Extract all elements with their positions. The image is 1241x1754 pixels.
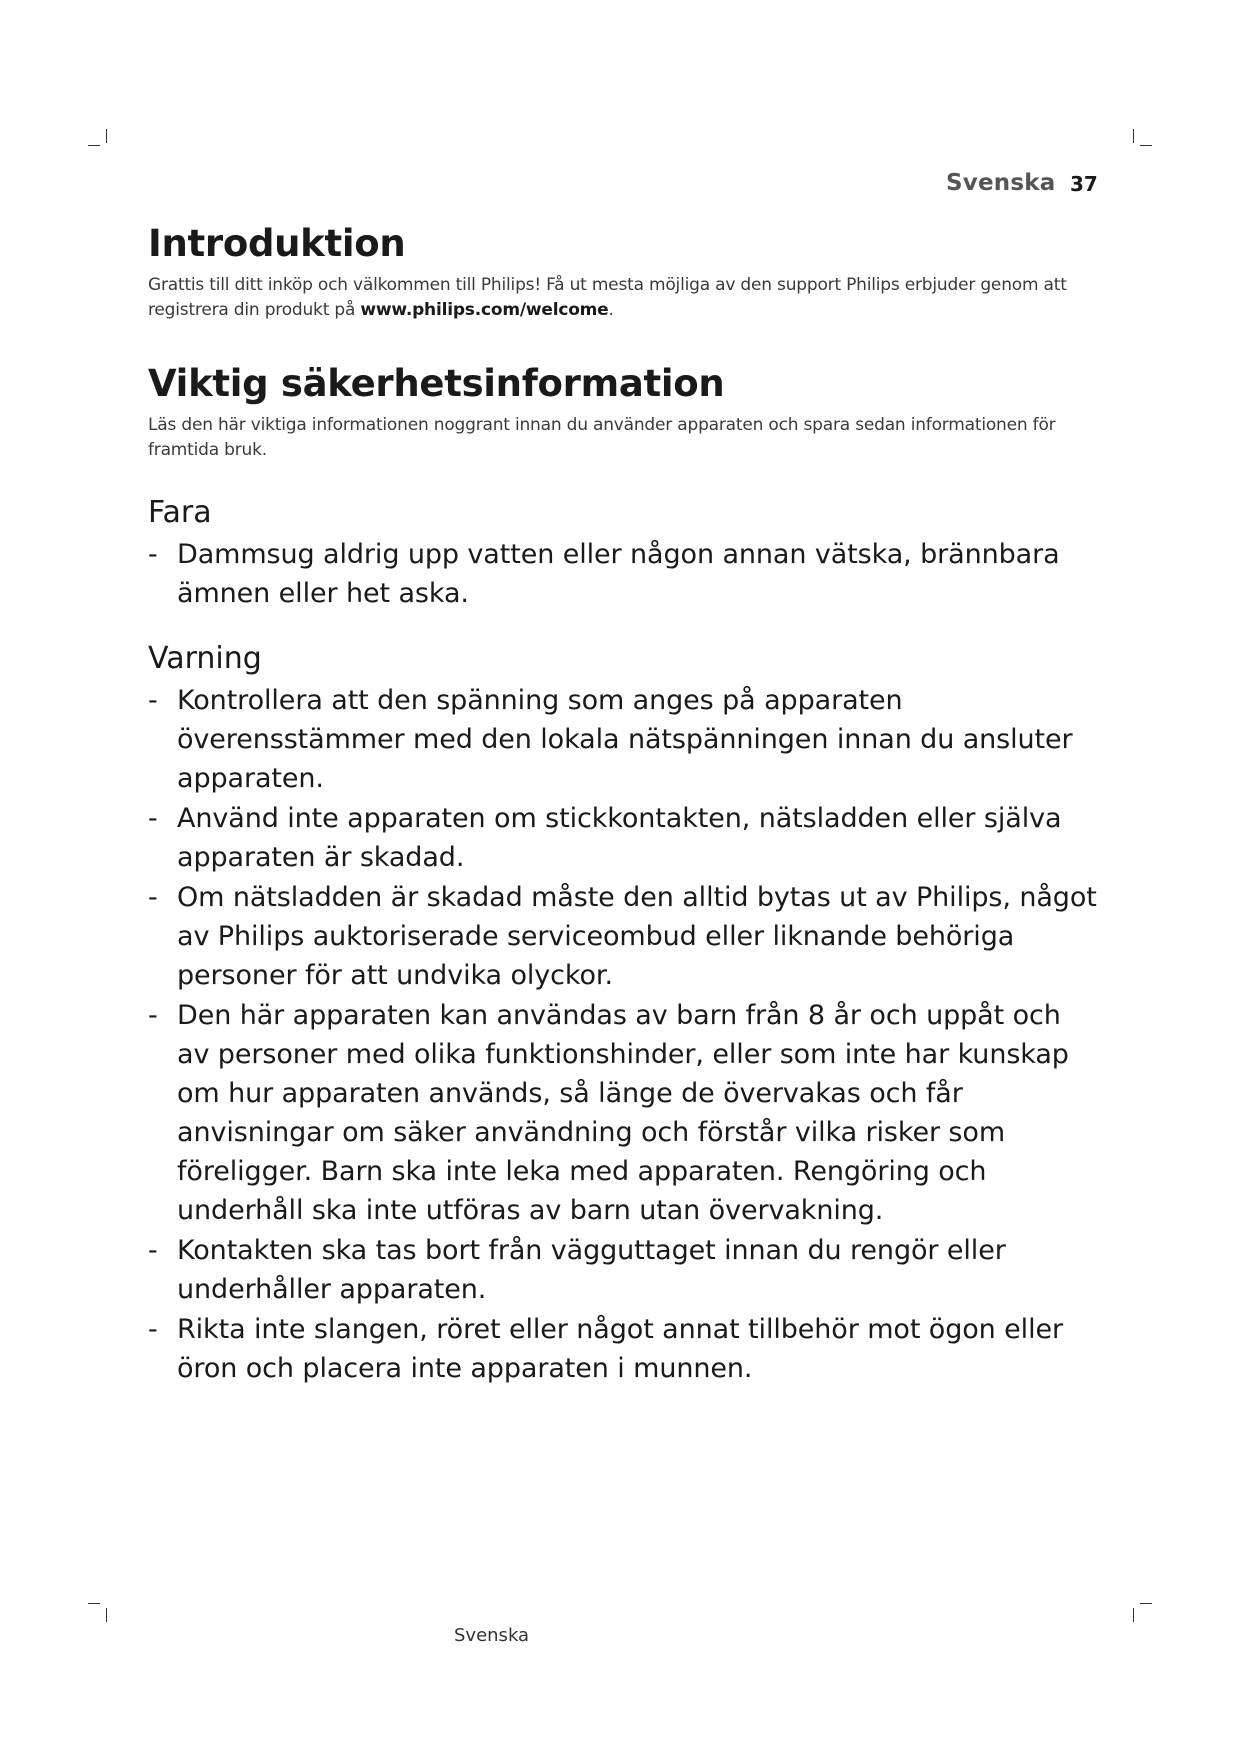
warning-list [148,681,1098,1388]
list-item [148,1231,1098,1309]
page-footer: Svenska [454,1625,530,1646]
bullet-dash: - [148,1000,158,1031]
list-item-text: Kontrollera att den spänning som anges på apparaten överensstämmer med den lokala nätspänningen innan du ansluter apparaten. [177,685,1073,794]
intro-text-after-link: . [608,300,614,320]
danger-title: Fara [148,495,212,530]
bullet-dash: - [148,882,158,913]
list-item [148,878,1098,995]
list-item [148,996,1098,1230]
safety-text: Läs den här viktiga informationen noggrant innan du använder apparaten och spara sedan informationen för framtida bruk. [148,415,1056,460]
crop-mark-bottom-left-v [106,1608,107,1622]
page-number: 37 [1070,172,1098,196]
warning-title: Varning [148,641,262,676]
list-item [148,681,1098,798]
crop-mark-bottom-left-h [88,1603,100,1604]
page-content [148,219,1098,1389]
crop-mark-top-right-v [1133,129,1134,143]
intro-text-before-link: Grattis till ditt inköp och välkommen till Philips! Få ut mesta möjliga av den support Philips erbjuder genom att registrera din produkt på [148,275,1067,320]
warning-section [148,639,1098,1388]
welcome-link[interactable]: www.philips.com/welcome [360,300,609,320]
crop-mark-top-left-h [88,145,100,146]
list-item-text: Om nätsladden är skadad måste den alltid bytas ut av Philips, något av Philips auktoriserade serviceombud eller liknande behöriga personer för att undvika olyckor. [177,882,1097,991]
crop-mark-top-right-h [1140,145,1152,146]
list-item-text: Dammsug aldrig upp vatten eller någon annan vätska, brännbara ämnen eller het aska. [177,539,1060,609]
danger-section [148,493,1098,613]
list-item-text: Den här apparaten kan användas av barn från 8 år och uppåt och av personer med olika funktionshinder, eller som inte har kunskap om hur apparaten används, så länge de övervakas och får anvisningar om säker användning och förstår vilka risker som föreligger. Barn ska inte leka med apparaten. Rengöring och underhåll ska inte utföras av barn utan övervakning. [177,1000,1069,1226]
page-header [946,170,1106,200]
crop-mark-top-left-v [106,129,107,143]
bullet-dash: - [148,539,158,570]
header-language: Svenska [946,170,1056,196]
safety-title: Viktig säkerhetsinformation [148,362,725,405]
crop-mark-bottom-right-v [1133,1608,1134,1622]
list-item [148,1310,1098,1388]
danger-list [148,535,1098,613]
list-item-text: Rikta inte slangen, röret eller något annat tillbehör mot ögon eller öron och placera inte apparaten i munnen. [177,1314,1063,1384]
safety-section [148,359,1098,463]
list-item [148,799,1098,877]
bullet-dash: - [148,685,158,716]
bullet-dash: - [148,1235,158,1266]
bullet-dash: - [148,803,158,834]
list-item-text: Kontakten ska tas bort från vägguttaget innan du rengör eller underhåller apparaten. [177,1235,1006,1305]
list-item [148,535,1098,613]
intro-section [148,219,1098,323]
crop-mark-bottom-right-h [1140,1603,1152,1604]
intro-text [148,273,1098,323]
bullet-dash: - [148,1314,158,1345]
list-item-text: Använd inte apparaten om stickkontakten, nätsladden eller själva apparaten är skadad. [177,803,1062,873]
intro-title: Introduktion [148,222,406,265]
